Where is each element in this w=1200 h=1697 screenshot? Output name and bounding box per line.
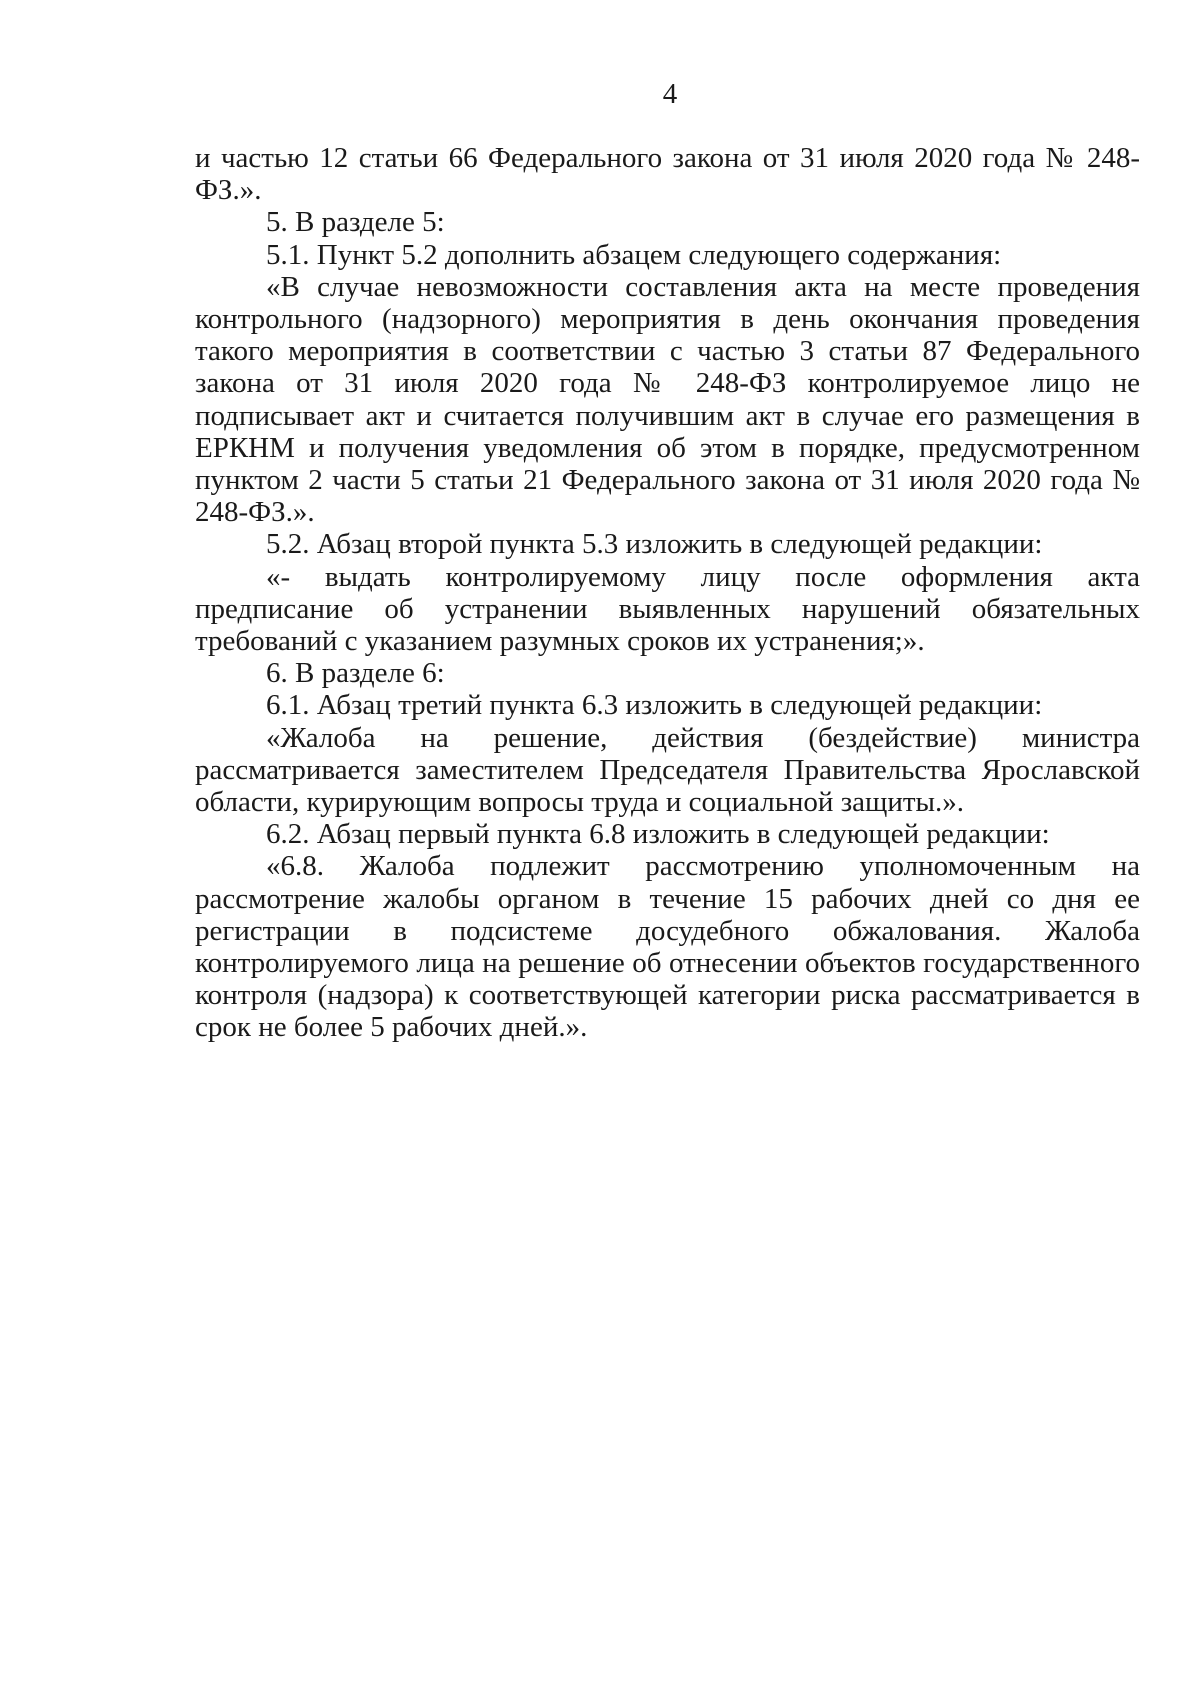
paragraph-item-5-1: 5.1. Пункт 5.2 дополнить абзацем следующего содержания:: [266, 238, 1002, 271]
paragraph-section-5-heading: 5. В разделе 5:: [266, 206, 445, 239]
paragraph-item-6-1: 6.1. Абзац третий пункта 6.3 изложить в следующей редакции:: [266, 689, 1043, 722]
paragraph-quote-6-8: «6.8. Жалоба подлежит рассмотрению уполномоченным на рассмотрение жалобы органом в течение 15 рабочих дней со дня ее регистрации в подсистеме досудебного обжалования. Жалоба контролируемого лица на решение об отнесении объектов государственного контроля (надзора) к соответствующей категории риска рассматривается в срок не более 5 рабочих дней.».: [195, 850, 1140, 1044]
paragraph-item-5-2: 5.2. Абзац второй пункта 5.3 изложить в следующей редакции:: [266, 528, 1043, 561]
paragraph-continuation: и частью 12 статьи 66 Федерального закона от 31 июля 2020 года № 248-ФЗ.».: [195, 142, 1140, 207]
document-body: [195, 142, 1140, 1044]
paragraph-quote-5-2-addition: «В случае невозможности составления акта на месте проведения контрольного (надзорного) мероприятия в день окончания проведения такого мероприятия в соответствии с частью 3 статьи 87 Федерального закона от 31 июля 2020 года № 248-ФЗ контролируемое лицо не подписывает акт и считается получившим акт в случае его размещения в ЕРКНМ и получения уведомления об этом в порядке, предусмотренном пунктом 2 части 5 статьи 21 Федерального закона от 31 июля 2020 года № 248-ФЗ.».: [195, 270, 1140, 529]
page-number: 4: [662, 78, 678, 110]
paragraph-quote-6-3: «Жалоба на решение, действия (бездействие) министра рассматривается заместителем Председателя Правительства Ярославской области, курирующим вопросы труда и социальной защиты.».: [195, 721, 1140, 819]
paragraph-quote-5-3: «- выдать контролируемому лицу после оформления акта предписание об устранении выявленных нарушений обязательных требований с указанием разумных сроков их устранения;».: [195, 560, 1140, 658]
paragraph-item-6-2: 6.2. Абзац первый пункта 6.8 изложить в следующей редакции:: [266, 818, 1050, 851]
paragraph-section-6-heading: 6. В разделе 6:: [266, 657, 445, 690]
